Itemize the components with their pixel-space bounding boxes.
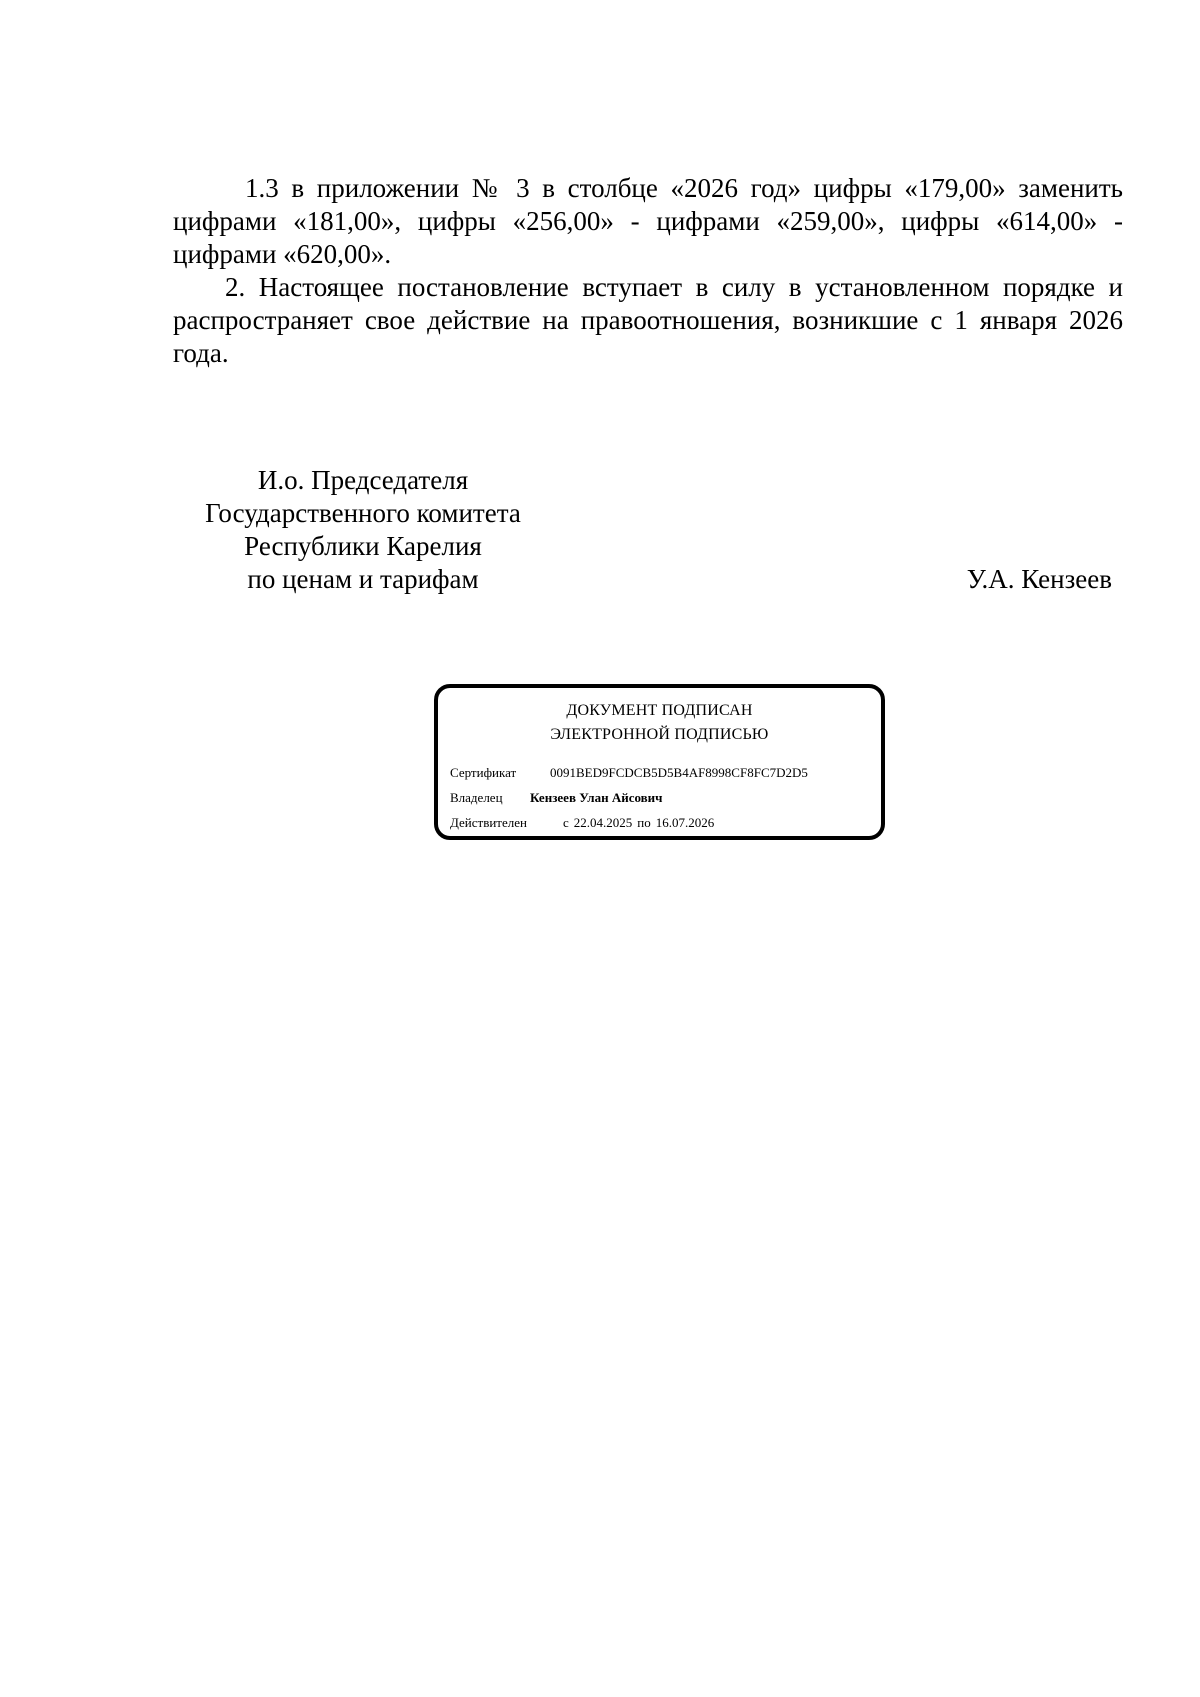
paragraph-effective-date: 2. Настоящее постановление вступает в силу в установленном порядке и распространяет свое действие на правоотношения, возникшие с 1 января 2026 года. (173, 272, 1123, 368)
valid-from-date: 22.04.2025 (573, 815, 633, 830)
stamp-title (438, 699, 881, 747)
electronic-signature-stamp (434, 684, 885, 840)
stamp-validity-row (450, 814, 714, 832)
signer-position-line: Республики Карелия (244, 531, 482, 561)
stamp-title-line: ЭЛЕКТРОННОЙ ПОДПИСЬЮ (550, 726, 769, 743)
signer-position-line: И.о. Председателя (257, 465, 469, 495)
valid-label: Действителен (450, 815, 527, 830)
valid-from-prefix: с (563, 815, 569, 830)
stamp-certificate-row (450, 764, 808, 782)
stamp-owner-row (450, 789, 663, 807)
signer-position-line: Государственного комитета (205, 498, 521, 528)
signer-position-line: по ценам и тарифам (247, 564, 479, 594)
owner-label: Владелец (450, 790, 503, 805)
certificate-value: 0091BED9FCDCB5D5B4AF8998CF8FC7D2D5 (550, 765, 808, 780)
owner-value: Кензеев Улан Айсович (530, 790, 663, 805)
certificate-label: Сертификат (450, 765, 517, 780)
valid-to-date: 16.07.2026 (655, 815, 715, 830)
valid-to-prefix: по (637, 815, 651, 830)
paragraph-amendment: 1.3 в приложении № 3 в столбце «2026 год» цифры «179,00» заменить цифрами «181,00», цифры «256,00» - цифрами «259,00», цифры «614,00» - цифрами «620,00». (173, 173, 1123, 269)
signer-name: У.А. Кензеев (966, 564, 1112, 594)
signer-position (173, 464, 553, 596)
document-body (173, 172, 1123, 370)
stamp-title-line: ДОКУМЕНТ ПОДПИСАН (566, 702, 753, 719)
